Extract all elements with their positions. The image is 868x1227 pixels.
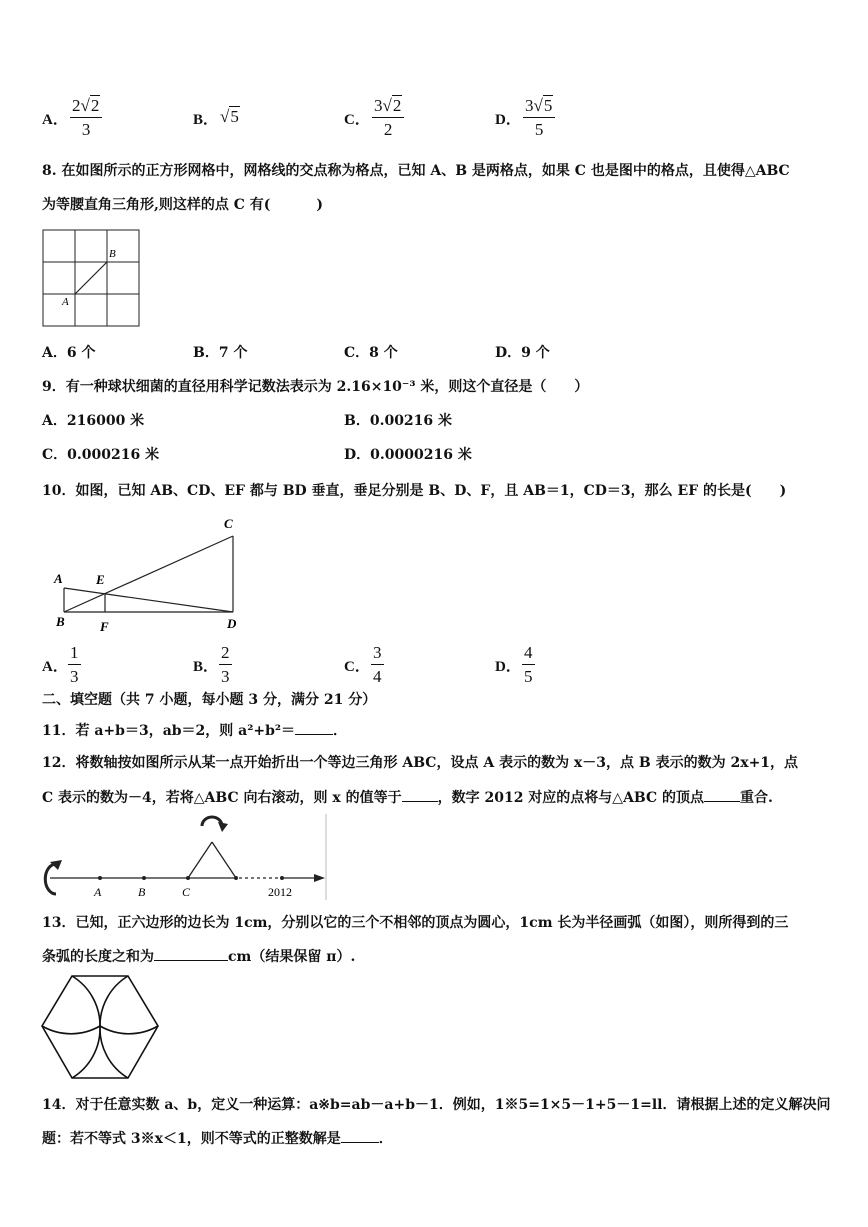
q10-label-c: C bbox=[224, 516, 233, 531]
q8-label-a: A bbox=[62, 296, 69, 308]
q11-stem: 11．若 a+b＝3，ab＝2，则 a²+b²＝ ． bbox=[42, 723, 348, 739]
q14-stem-line2: 题：若不等式 3※x＜1，则不等式的正整数解是 ． bbox=[42, 1131, 393, 1147]
q10-option-a-fraction: $\frac{1}{3}$ bbox=[70, 643, 79, 686]
q7-option-a-label: A． bbox=[42, 112, 68, 128]
q10-option-b-fraction: $\frac{2}{3}$ bbox=[221, 643, 230, 686]
q7-option-d-fraction: $\frac{3√5}{5}$ bbox=[523, 97, 555, 138]
q9-option-c: C．0.000216 米 bbox=[42, 447, 160, 463]
q10-option-b-label: B． bbox=[193, 659, 219, 675]
q7-option-c-label: C． bbox=[344, 112, 370, 128]
q10-option-a-label: A． bbox=[42, 659, 68, 675]
q10-option-c-fraction: $\frac{3}{4}$ bbox=[373, 643, 382, 686]
q12-label-2012: 2012 bbox=[268, 885, 292, 899]
q9-option-d: D．0.0000216 米 bbox=[344, 447, 472, 463]
q7-option-d-label: D． bbox=[495, 112, 521, 128]
q13-stem-line1: 13．已知，正六边形的边长为 1cm，分别以它的三个不相邻的顶点为圆心，1cm 长为半径画弧（如图），则所得到的三 bbox=[42, 915, 789, 931]
q12-stem-line1: 12．将数轴按如图所示从某一点开始折出一个等边三角形 ABC，设点 A 表示的数为 x－3，点 B 表示的数为 2x+1，点 bbox=[42, 755, 799, 771]
q8-stem-line2: 为等腰直角三角形,则这样的点 C 有( ) bbox=[42, 197, 324, 213]
q9-option-a: A．216000 米 bbox=[42, 413, 145, 429]
q9-option-b: B．0.00216 米 bbox=[344, 413, 453, 429]
q12-label-c: C bbox=[182, 885, 191, 899]
q10-label-b: B bbox=[56, 614, 65, 629]
q8-label-b: B bbox=[109, 248, 116, 260]
q7-option-a-fraction: $\frac{2√2}{3}$ bbox=[70, 97, 102, 138]
q12-label-a: A bbox=[94, 885, 102, 899]
q8-option-b: B．7 个 bbox=[193, 345, 248, 361]
section2-heading: 二、填空题（共 7 小题，每小题 3 分，满分 21 分） bbox=[42, 692, 377, 708]
q13-stem-line2: 条弧的长度之和为 cm（结果保留 π）. bbox=[42, 949, 356, 965]
q10-figure bbox=[50, 512, 250, 636]
q10-option-d-label: D． bbox=[495, 659, 521, 675]
q10-label-e: E bbox=[96, 572, 105, 587]
q8-grid-figure bbox=[40, 227, 144, 329]
q12-number-line-figure bbox=[38, 812, 330, 902]
q8-stem-line1: 8. 在如图所示的正方形网格中，网格线的交点称为格点，已知 A、B 是两格点，如果 C 也是图中的格点，且使得△ABC bbox=[42, 163, 790, 179]
q10-label-a: A bbox=[54, 571, 63, 586]
q10-stem: 10．如图，已知 AB、CD、EF 都与 BD 垂直，垂足分别是 B、D、F，且 AB＝1，CD＝3，那么 EF 的长是( ) bbox=[42, 483, 787, 499]
q7-option-b-value: √5 bbox=[220, 107, 239, 126]
q7-option-c-fraction: $\frac{3√2}{2}$ bbox=[372, 97, 404, 138]
q14-stem-line1: 14．对于任意实数 a、b，定义一种运算：a※b=ab－a+b－1．例如，1※5=1×5－1+5－1=ll．请根据上述的定义解决问 bbox=[42, 1097, 831, 1113]
q8-option-c: C．8 个 bbox=[344, 345, 398, 361]
q10-label-d: D bbox=[227, 616, 237, 631]
q9-stem: 9．有一种球状细菌的直径用科学记数法表示为 2.16×10⁻³ 米，则这个直径是（ ） bbox=[42, 379, 589, 395]
q10-option-d-fraction: $\frac{4}{5}$ bbox=[524, 643, 533, 686]
q13-hexagon-figure bbox=[36, 970, 164, 1084]
q10-label-f: F bbox=[100, 619, 109, 634]
q7-option-b-label: B． bbox=[193, 112, 219, 128]
q12-stem-line2: C 表示的数为－4，若将△ABC 向右滚动，则 x 的值等于 ，数字 2012 对应的点将与△ABC 的顶点 重合. bbox=[42, 790, 773, 806]
q12-label-b: B bbox=[138, 885, 146, 899]
q8-option-a: A．6 个 bbox=[42, 345, 96, 361]
q8-option-d: D．9 个 bbox=[495, 345, 550, 361]
q10-option-c-label: C． bbox=[344, 659, 370, 675]
